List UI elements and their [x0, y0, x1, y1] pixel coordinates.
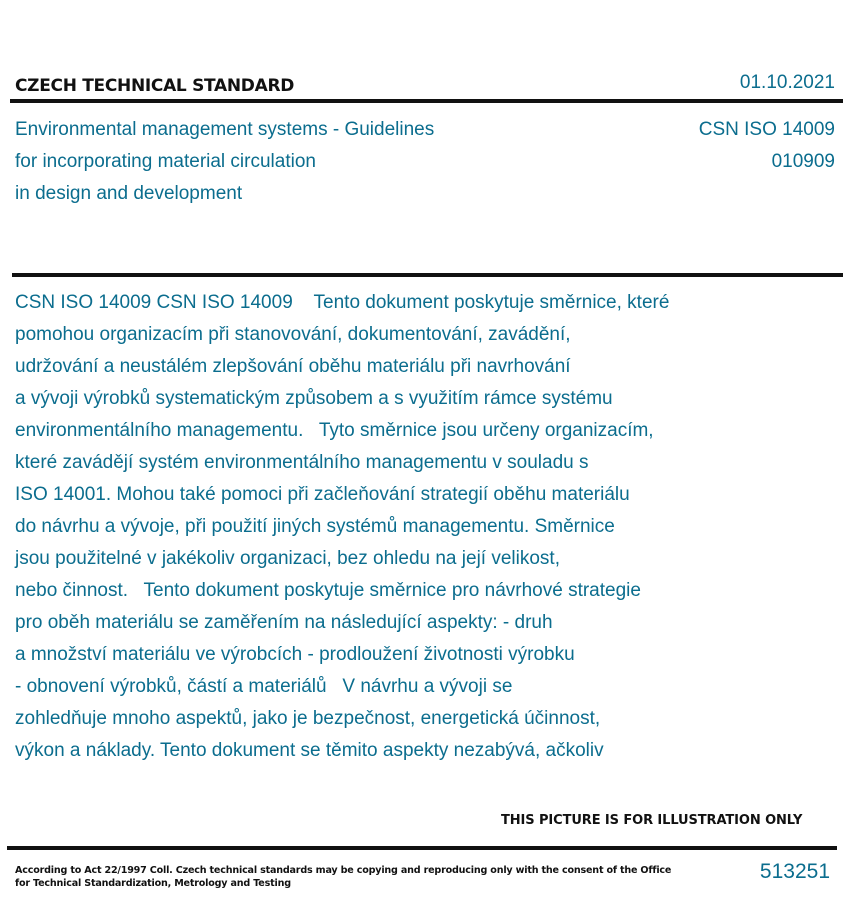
- abstract-line: ISO 14001. Mohou také pomoci při začleňování strategií oběhu materiálu: [15, 484, 630, 505]
- abstract-text: [15, 287, 805, 767]
- title-line: for incorporating material circulation: [15, 151, 316, 172]
- footer-divider: [7, 846, 837, 850]
- abstract-line: - obnovení výrobků, částí a materiálů V návrhu a vývoji se: [15, 676, 513, 697]
- standard-title: [15, 114, 434, 210]
- abstract-line: pro oběh materiálu se zaměřením na následující aspekty: - druh: [15, 612, 553, 633]
- abstract-line: výkon a náklady. Tento dokument se těmito aspekty nezabývá, ačkoliv: [15, 740, 604, 761]
- legal-notice-line: for Technical Standardization, Metrology and Testing: [15, 878, 291, 889]
- abstract-line: pomohou organizacím při stanovování, dokumentování, zavádění,: [15, 324, 571, 345]
- illustration-disclaimer: THIS PICTURE IS FOR ILLUSTRATION ONLY: [501, 813, 803, 828]
- header-divider: [10, 99, 843, 103]
- catalog-number: 010909: [771, 151, 835, 172]
- abstract-line: nebo činnost. Tento dokument poskytuje směrnice pro návrhové strategie: [15, 580, 641, 601]
- document-type-label: CZECH TECHNICAL STANDARD: [15, 76, 295, 96]
- standard-identifiers: [699, 114, 835, 178]
- legal-notice: [15, 864, 671, 890]
- abstract-line: udržování a neustálém zlepšování oběhu materiálu při navrhování: [15, 356, 571, 377]
- title-line: in design and development: [15, 183, 243, 204]
- standard-code: CSN ISO 14009: [698, 119, 835, 140]
- abstract-line: do návrhu a vývoje, při použití jiných systémů managementu. Směrnice: [15, 516, 615, 537]
- title-divider: [12, 273, 843, 277]
- abstract-line: zohledňuje mnoho aspektů, jako je bezpečnost, energetická účinnost,: [15, 708, 601, 729]
- abstract-line: a množství materiálu ve výrobcích - prodloužení životnosti výrobku: [15, 644, 575, 665]
- abstract-line: CSN ISO 14009 CSN ISO 14009 Tento dokument poskytuje směrnice, které: [15, 292, 670, 313]
- document-number: 513251: [759, 860, 830, 883]
- abstract-line: environmentálního managementu. Tyto směrnice jsou určeny organizacím,: [15, 420, 654, 441]
- abstract-line: které zavádějí systém environmentálního managementu v souladu s: [15, 452, 589, 473]
- abstract-line: jsou použitelné v jakékoliv organizaci, bez ohledu na její velikost,: [15, 548, 560, 569]
- publication-date: 01.10.2021: [739, 72, 835, 93]
- legal-notice-line: According to Act 22/1997 Coll. Czech technical standards may be copying and reproducing only with the consent of the Office: [15, 865, 672, 876]
- abstract-line: a vývoji výrobků systematickým způsobem a s využitím rámce systému: [15, 388, 613, 409]
- title-line: Environmental management systems - Guidelines: [15, 119, 435, 140]
